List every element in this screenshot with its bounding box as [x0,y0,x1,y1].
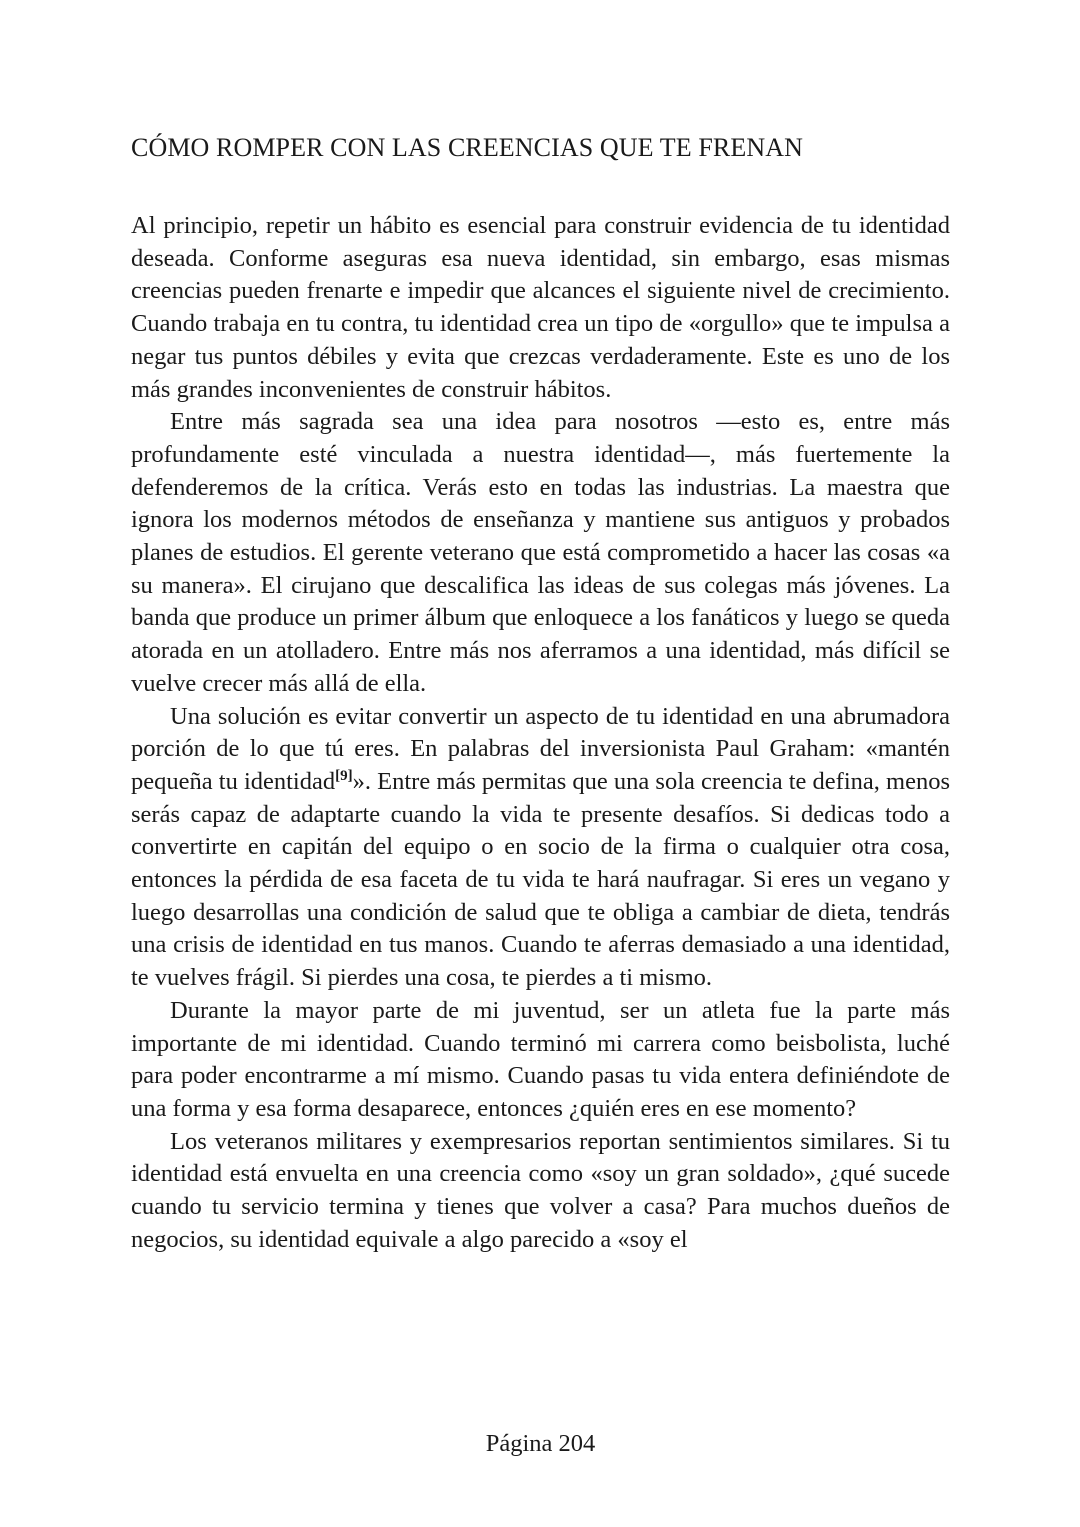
paragraph-3-text-before: Una solución es evitar convertir un aspecto de tu identidad en una abrumadora porción de lo que tú eres. En palabras del inversionista Paul Graham: «mantén pequeña tu identidad [131,702,950,795]
paragraph-5: Los veteranos militares y exempresarios reportan sentimientos similares. Si tu identidad está envuelta en una creencia como «soy un gran soldado», ¿qué sucede cuando tu servicio termina y tienes que volver a casa? Para muchos dueños de negocios, su identidad equivale a algo parecido a «soy el [131,1127,950,1253]
body-text [131,210,950,1257]
section-heading: CÓMO ROMPER CON LAS CREENCIAS QUE TE FRENAN [131,133,803,162]
paragraph-2: Entre más sagrada sea una idea para nosotros —esto es, entre más profundamente esté vinculada a nuestra identidad—, más fuertemente la defenderemos de la crítica. Verás esto en todas las industrias. La maestra que ignora los modernos métodos de enseñanza y mantiene sus antiguos y probados planes de estudios. El gerente veterano que está comprometido a hacer las cosas «a su manera». El cirujano que descalifica las ideas de sus colegas más jóvenes. La banda que produce un primer álbum que enloquece a los fanáticos y luego se queda atorada en un atolladero. Entre más nos aferramos a una identidad, más difícil se vuelve crecer más allá de ella. [131,408,950,697]
page-number: Página 204 [485,1430,596,1457]
paragraph-1: Al principio, repetir un hábito es esencial para construir evidencia de tu identidad deseada. Conforme aseguras esa nueva identidad, sin embargo, esas mismas creencias pueden frenarte e impedir que alcances el siguiente nivel de crecimiento. Cuando trabaja en tu contra, tu identidad crea un tipo de «orgullo» que te impulsa a negar tus puntos débiles y evita que crezcas verdaderamente. Este es uno de los más grandes inconvenientes de construir hábitos. [131,212,950,403]
paragraph-3 [131,701,950,995]
footnote-reference-link[interactable]: [9] [335,767,353,784]
paragraph-4: Durante la mayor parte de mi juventud, ser un atleta fue la parte más importante de mi identidad. Cuando terminó mi carrera como beisbolista, luché para poder encontrarme a mí mismo. Cuando pasas tu vida entera definiéndote de una forma y esa forma desaparece, entonces ¿quién eres en ese momento? [131,996,950,1122]
book-page [131,0,950,1527]
paragraph-3-text-after: ». Entre más permitas que una sola creencia te defina, menos serás capaz de adaptarte cuando la vida te presente desafíos. Si dedicas todo a convertirte en capitán del equipo o en socio de la firma o cualquier otra cosa, entonces la pérdida de esa faceta de tu vida te hará naufragar. Si eres un vegano y luego desarrollas una condición de salud que te obliga a cambiar de dieta, tendrás una crisis de identidad en tus manos. Cuando te aferras demasiado a una identidad, te vuelves frágil. Si pierdes una cosa, te pierdes a ti mismo. [131,767,950,992]
